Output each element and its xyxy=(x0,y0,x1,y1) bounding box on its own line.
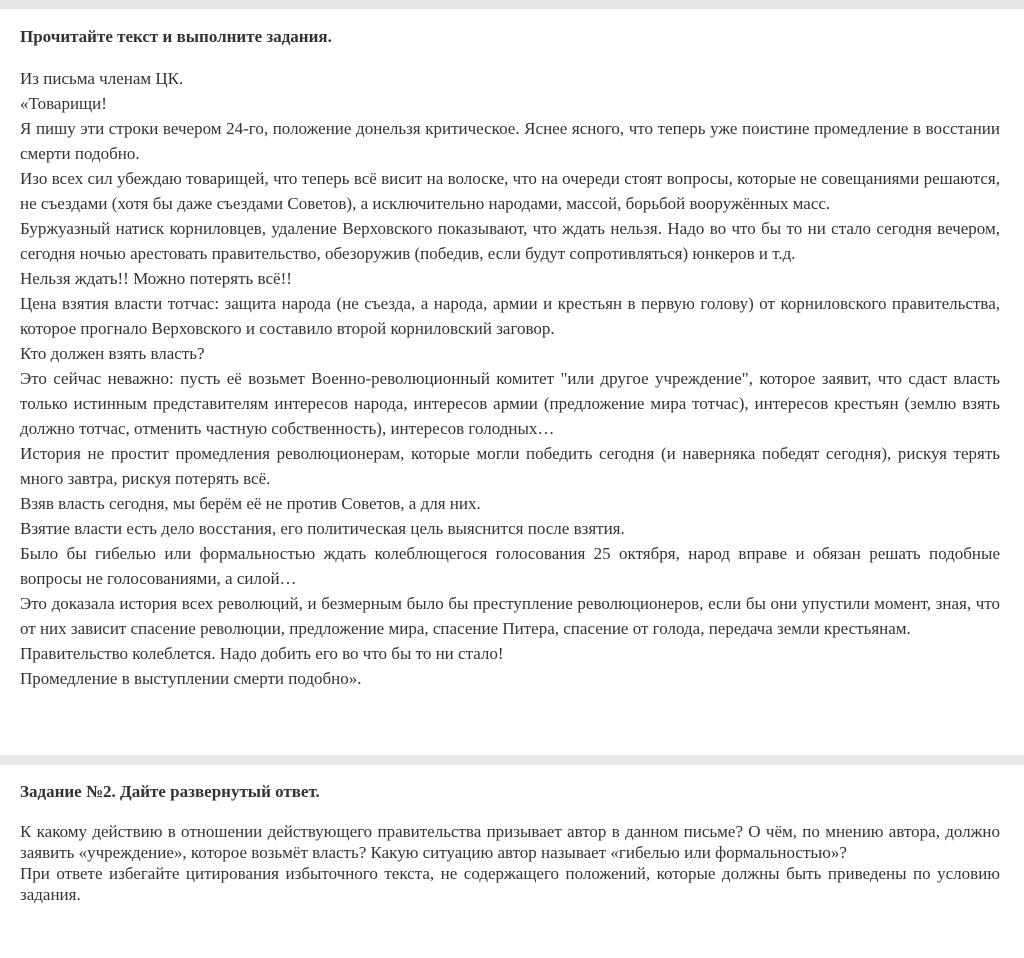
source-heading: Прочитайте текст и выполните задания. xyxy=(20,27,332,46)
source-paragraph: Кто должен взять власть? xyxy=(20,344,205,363)
source-paragraph: Это сейчас неважно: пусть её возьмет Военно-революционный комитет "или другое учреждение", которое заявит, что сдаст власть только истинным представителям интересов народа, интересов армии (предложение мира тотчас), интересов крестьян (землю взять должно тотчас, отменить частную собственность), интересов голодных… xyxy=(20,369,1000,438)
source-paragraph: «Товарищи! xyxy=(20,94,107,113)
task-paragraph: К какому действию в отношении действующего правительства призывает автор в данном письме? О чём, по мнению автора, должно заявить «учреждение», которое возьмёт власть? Какую ситуацию автор называет «гибелью или формальностью»? xyxy=(20,822,1000,862)
source-paragraph: Было бы гибелью или формальностью ждать колеблющегося голосования 25 октября, народ вправе и обязан решать подобные вопросы не голосованиями, а силой… xyxy=(20,544,1000,588)
task-section xyxy=(20,781,1000,905)
source-paragraph: Я пишу эти строки вечером 24-го, положение донельзя критическое. Яснее ясного, что теперь уже поистине промедление в восстании смерти подобно. xyxy=(20,119,1000,163)
section-divider-band xyxy=(0,755,1024,765)
task-text xyxy=(20,821,1000,905)
source-paragraph: Из письма членам ЦК. xyxy=(20,69,184,88)
source-paragraph: Промедление в выступлении смерти подобно». xyxy=(20,669,362,688)
source-paragraph: Правительство колеблется. Надо добить его во что бы то ни стало! xyxy=(20,644,504,663)
source-paragraph: Взятие власти есть дело восстания, его политическая цель выяснится после взятия. xyxy=(20,519,625,538)
source-letter-text xyxy=(20,66,1000,691)
task-heading: Задание №2. Дайте развернутый ответ. xyxy=(20,782,320,801)
source-paragraph: Это доказала история всех революций, и безмерным было бы преступление революционеров, если бы они упустили момент, зная, что от них зависит спасение революции, предложение мира, спасение Питера, спасение от голода, передача земли крестьянам. xyxy=(20,594,1000,638)
source-paragraph: Буржуазный натиск корниловцев, удаление Верховского показывают, что ждать нельзя. Надо во что бы то ни стало сегодня вечером, сегодня ночью арестовать правительство, обезоружив (победив, если будут сопротивляться) юнкеров и т.д. xyxy=(20,219,1000,263)
source-paragraph: Нельзя ждать!! Можно потерять всё!! xyxy=(20,269,292,288)
source-paragraph: Взяв власть сегодня, мы берём её не против Советов, а для них. xyxy=(20,494,481,513)
task-paragraph: При ответе избегайте цитирования избыточного текста, не содержащего положений, которые должны быть приведены по условию задания. xyxy=(20,864,1000,904)
source-text-section xyxy=(20,26,1000,691)
source-paragraph: История не простит промедления революционерам, которые могли победить сегодня (и наверняка победят сегодня), рискуя терять много завтра, рискуя потерять всё. xyxy=(20,444,1000,488)
source-paragraph: Цена взятия власти тотчас: защита народа (не съезда, а народа, армии и крестьян в первую голову) от корниловского правительства, которое прогнало Верховского и составило второй корниловский заговор. xyxy=(20,294,1000,338)
top-divider-band xyxy=(0,0,1024,9)
source-paragraph: Изо всех сил убеждаю товарищей, что теперь всё висит на волоске, что на очереди стоят вопросы, которые не совещаниями решаются, не съездами (хотя бы даже съездами Советов), а исключительно народами, массой, борьбой вооружённых масс. xyxy=(20,169,1000,213)
